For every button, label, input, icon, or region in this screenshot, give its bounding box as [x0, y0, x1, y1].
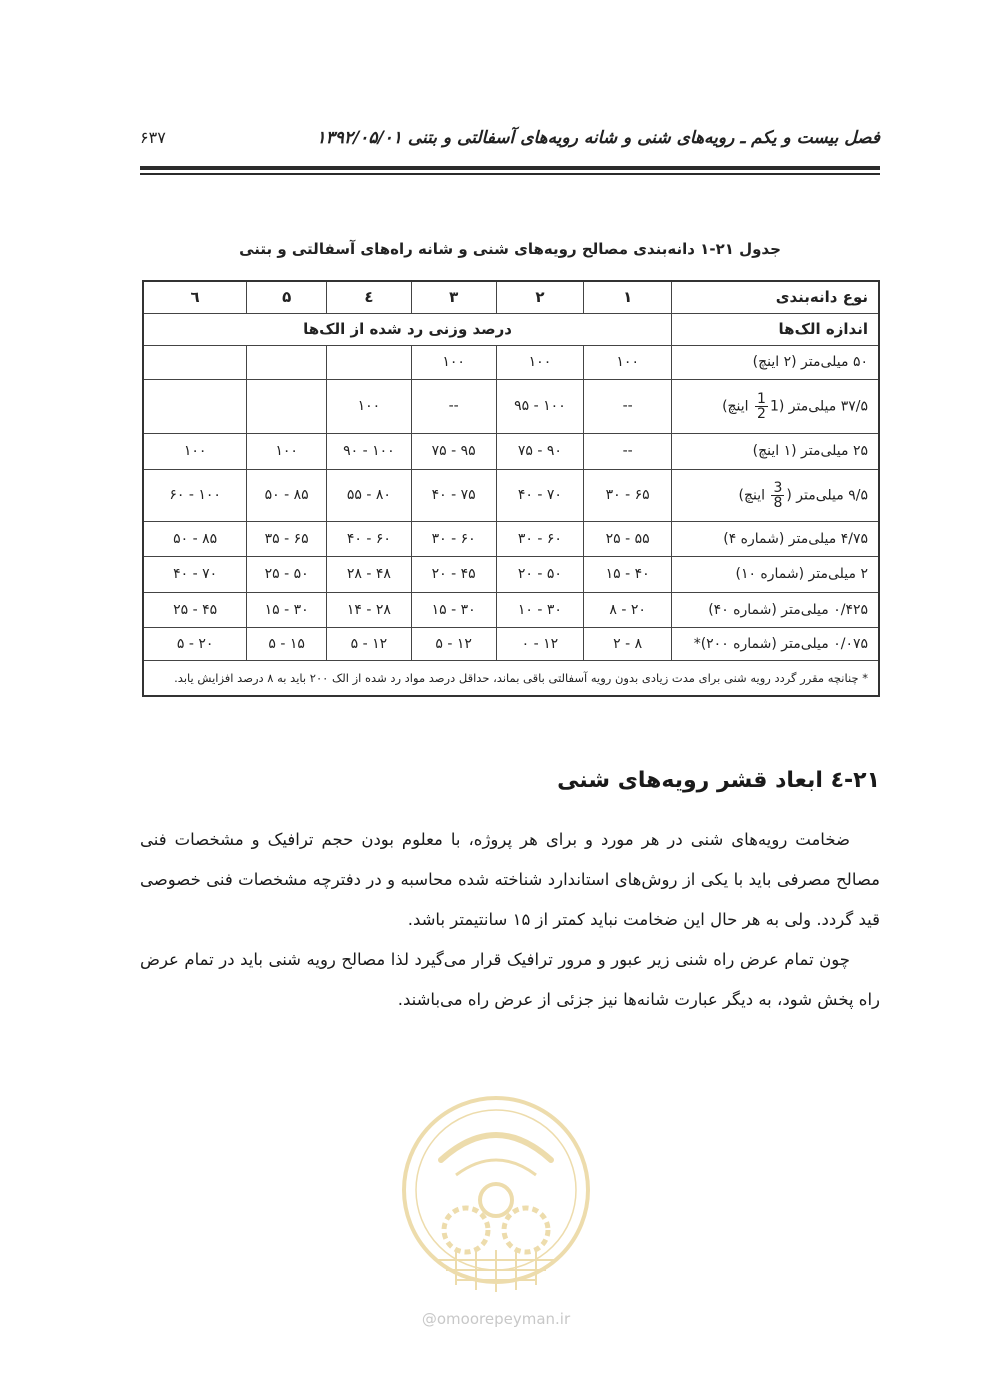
- paragraph-thickness: ضخامت رویه‌های شنی در هر مورد و برای هر پروژه، با معلوم بودن حجم ترافیک و مشخصات فنی مصالح مصرفی باید با یکی از روش‌های استاندارد شناخته شده محاسبه و در دفترچه مشخصات فنی خصوصی قید گردد. ولی به هر حال این ضخامت نباید کمتر از ۱۵ سانتیمتر باشد.: [140, 830, 880, 929]
- sieve-size: ۲ میلی‌متر (شماره ۱۰): [672, 556, 879, 592]
- table-footnote: * چنانچه مقرر گردد رویه شنی برای مدت زیادی بدون رویه آسفالتی باقی بماند، حداقل درصد مواد رد شده از الک ۲۰۰ باید به ۸ درصد افزایش یابد.: [143, 660, 879, 696]
- column-header: ۳: [411, 281, 496, 313]
- table-cell: ۶۰ - ۳۰: [496, 521, 584, 556]
- table-cell: ۱۲ - ۵: [327, 627, 412, 660]
- table-cell: ۶۰ - ۳۰: [411, 521, 496, 556]
- table-cell: ۳۰ - ۱۵: [247, 592, 327, 627]
- table-cell: ۱۲ - ۰: [496, 627, 584, 660]
- sieve-size-unit: اینچ): [738, 487, 770, 503]
- table-cell: ۱۰۰ - ۹۵: [496, 379, 584, 433]
- table-cell: ۷۵ - ۴۰: [411, 469, 496, 521]
- table-cell: ۱۰۰: [584, 345, 672, 379]
- table-cell: ۱۰۰ - ۹۰: [327, 433, 412, 469]
- watermark-logo-icon: [396, 1090, 596, 1310]
- table-cell: ۴۵ - ۲۵: [143, 592, 247, 627]
- table-caption: جدول ۲۱-۱ دانه‌بندی مصالح رویه‌های شنی و شانه راه‌های آسفالتی و بتنی: [239, 240, 781, 258]
- table-row: [143, 379, 879, 433]
- table-cell: ۲۰ - ۸: [584, 592, 672, 627]
- table-cell: --: [584, 379, 672, 433]
- table-row: [143, 433, 879, 469]
- table-row: [143, 469, 879, 521]
- fraction-numerator: 3: [773, 479, 783, 496]
- table-cell: ۵۰ - ۲۵: [247, 556, 327, 592]
- table-cell: ۱۰۰: [496, 345, 584, 379]
- table-cell: --: [584, 433, 672, 469]
- fraction: [771, 481, 784, 510]
- table-note-row: [143, 660, 879, 696]
- table-cell: ۶۵ - ۳۰: [584, 469, 672, 521]
- table-cell: ۱۵ - ۵: [247, 627, 327, 660]
- table-row: [143, 556, 879, 592]
- table-cell: ۱۰۰ - ۶۰: [143, 469, 247, 521]
- table-cell: ۷۰ - ۴۰: [143, 556, 247, 592]
- table-header-row: [143, 281, 879, 313]
- table-cell: ۶۵ - ۳۵: [247, 521, 327, 556]
- table-cell: ۵۵ - ۲۵: [584, 521, 672, 556]
- fraction-denominator: 2: [757, 405, 766, 422]
- fraction-whole: 1: [769, 398, 779, 414]
- table-cell: ۱۰۰: [143, 433, 247, 469]
- section-title: ۲۱-٤ ابعاد قشر رویه‌های شنی: [557, 768, 880, 793]
- table-cell: ۸۵ - ۵۰: [247, 469, 327, 521]
- table-cell: ۲۰ - ۵: [143, 627, 247, 660]
- percent-passing-header: درصد وزنی رد شده از الک‌ها: [143, 313, 672, 345]
- table-cell: ۷۰ - ۴۰: [496, 469, 584, 521]
- sieve-size: [672, 469, 879, 521]
- gradation-type-header: نوع دانه‌بندی: [672, 281, 879, 313]
- table-cell: --: [411, 379, 496, 433]
- sieve-size-header: اندازه الک‌ها: [672, 313, 879, 345]
- sieve-size-label: ۳۷/۵ میلی‌متر (: [778, 398, 868, 414]
- table-row: [143, 521, 879, 556]
- header-rule-thick: [140, 166, 880, 170]
- table-row: [143, 627, 879, 660]
- table-cell: ۱۰۰: [247, 433, 327, 469]
- chapter-title: فصل بیست و یکم ـ رویه‌های شنی و شانه رویه‌های آسفالتی و بتنی ۱۳۹۲/۰۵/۰۱: [316, 128, 880, 148]
- table-cell: ۹۰ - ۷۵: [496, 433, 584, 469]
- table-cell: ۹۵ - ۷۵: [411, 433, 496, 469]
- table-cell: ۲۸ - ۱۴: [327, 592, 412, 627]
- table-cell: ۵۰ - ۲۰: [496, 556, 584, 592]
- table-cell: [247, 379, 327, 433]
- table-row: [143, 345, 879, 379]
- table-cell: ۳۰ - ۱۵: [411, 592, 496, 627]
- table-cell: ۸۵ - ۵۰: [143, 521, 247, 556]
- table-cell: ۱۰۰: [327, 379, 412, 433]
- fraction: [755, 392, 768, 421]
- table-cell: ۴۸ - ۲۸: [327, 556, 412, 592]
- sieve-size: ۰/۰۷۵ میلی‌متر (شماره ۲۰۰)*: [672, 627, 879, 660]
- table-cell: ۸۰ - ۵۵: [327, 469, 412, 521]
- sieve-size: ۲۵ میلی‌متر (۱ اینچ): [672, 433, 879, 469]
- table-cell: [247, 345, 327, 379]
- page-header: [140, 128, 880, 158]
- column-header: ٤: [327, 281, 412, 313]
- table-cell: ۶۰ - ۴۰: [327, 521, 412, 556]
- sieve-size-label: ۹/۵ میلی‌متر (: [786, 487, 868, 503]
- column-header: ۱: [584, 281, 672, 313]
- sieve-size-unit: اینچ): [722, 398, 754, 414]
- sieve-size: ۰/۴۲۵ میلی‌متر (شماره ۴۰): [672, 592, 879, 627]
- page-number: ۶۳۷: [140, 128, 166, 147]
- fraction-numerator: 1: [757, 390, 766, 407]
- table-cell: ۳۰ - ۱۰: [496, 592, 584, 627]
- table-cell: ۴۵ - ۲۰: [411, 556, 496, 592]
- table-cell: ۱۰۰: [411, 345, 496, 379]
- column-header: ۲: [496, 281, 584, 313]
- column-header: ٦: [143, 281, 247, 313]
- table-cell: ۴۰ - ۱۵: [584, 556, 672, 592]
- table-subheader-row: [143, 313, 879, 345]
- table-cell: [327, 345, 412, 379]
- table-cell: ۱۲ - ۵: [411, 627, 496, 660]
- paragraph-width: چون تمام عرض راه شنی زیر عبور و مرور ترافیک قرار می‌گیرد لذا مصالح رویه شنی باید در تمام عرض راه پخش شود، به دیگر عبارت شانه‌ها نیز جزئی از عرض راه می‌باشند.: [140, 950, 880, 1009]
- table-row: [143, 592, 879, 627]
- fraction-denominator: 8: [773, 494, 783, 511]
- sieve-size: ۴/۷۵ میلی‌متر (شماره ۴): [672, 521, 879, 556]
- sieve-size: ۵۰ میلی‌متر (۲ اینچ): [672, 345, 879, 379]
- header-rule-thin: [140, 173, 880, 175]
- table-cell: ۸ - ۲: [584, 627, 672, 660]
- sieve-size: [672, 379, 879, 433]
- table-cell: [143, 345, 247, 379]
- watermark-handle: @omoorepeyman.ir: [421, 1310, 571, 1328]
- column-header: ۵: [247, 281, 327, 313]
- gradation-table: [142, 280, 880, 697]
- table-cell: [143, 379, 247, 433]
